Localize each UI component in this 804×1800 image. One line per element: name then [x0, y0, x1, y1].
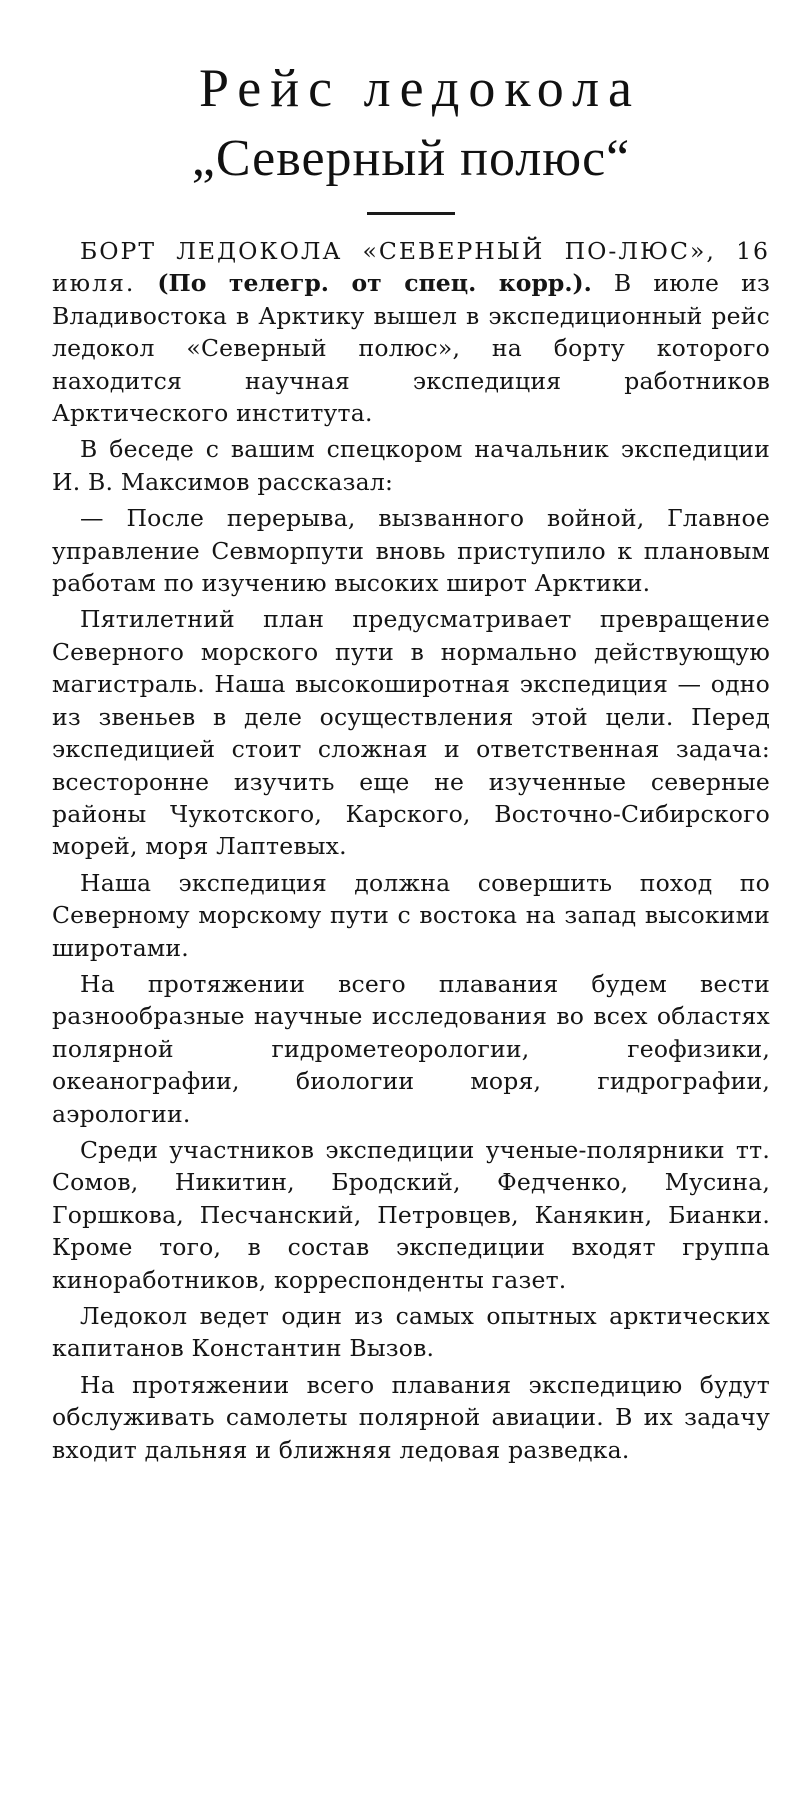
paragraph-aviation: На протяжении всего плавания экспедицию будут обслуживать самолеты полярной авиации. В их задачу входит дальняя и ближняя ледовая разведка. — [52, 1370, 770, 1464]
lead-paragraph — [52, 235, 770, 429]
dateline: БОРТ ЛЕДОКОЛА «СЕВЕРНЫЙ ПО-ЛЮС», 16 июля. — [52, 237, 770, 298]
article-body — [52, 235, 770, 1466]
lead-text: В июле из Владивостока в Арктику вышел в экспедиционный рейс ледокол «Северный полюс», на борту которого находится научная экспедиция работников Арктического института. — [52, 269, 771, 428]
source-note: (По телегр. от спец. корр.). — [157, 269, 592, 298]
paragraph-five-year-plan: Пятилетний план предусматривает превращение Северного морского пути в нормально действующую магистраль. Наша высокоширотная экспедиция — одно из звеньев в деле осуществления этой цели. Перед экспедицией стоит сложная и ответственная задача: всесторонне изучить еще не изученные северные районы Чукотского, Карского, Восточно-Сибирского морей, моря Лаптевых. — [52, 605, 770, 861]
paragraph-route: Наша экспедиция должна совершить поход по Северному морскому пути с востока на запад высокими широтами. — [52, 868, 770, 962]
headline-divider — [367, 212, 455, 215]
headline — [52, 52, 770, 194]
headline-line-1: Рейс ледокола — [198, 58, 642, 118]
paragraph-interview-intro: В беседе с вашим спецкором начальник экспедиции И. В. Максимов рассказал: — [52, 435, 770, 496]
paragraph-research: На протяжении всего плавания будем вести разнообразные научные исследования во всех областях полярной гидрометеорологии, геофизики, океанографии, биологии моря, гидрографии, аэрологии. — [52, 969, 770, 1128]
paragraph-participants: Среди участников экспедиции ученые-полярники тт. Сомов, Никитин, Бродский, Федченко, Мусина, Горшкова, Песчанский, Петровцев, Канякин, Бианки. Кроме того, в состав экспедиции входят группа киноработников, корреспонденты газет. — [52, 1135, 770, 1294]
paragraph-quote-start: — После перерыва, вызванного войной, Главное управление Севморпути вновь приступило к плановым работам по изучению высоких широт Арктики. — [52, 504, 770, 598]
headline-line-2: „Северный полюс“ — [191, 130, 631, 187]
paragraph-captain: Ледокол ведет один из самых опытных арктических капитанов Константин Вызов. — [52, 1302, 770, 1363]
